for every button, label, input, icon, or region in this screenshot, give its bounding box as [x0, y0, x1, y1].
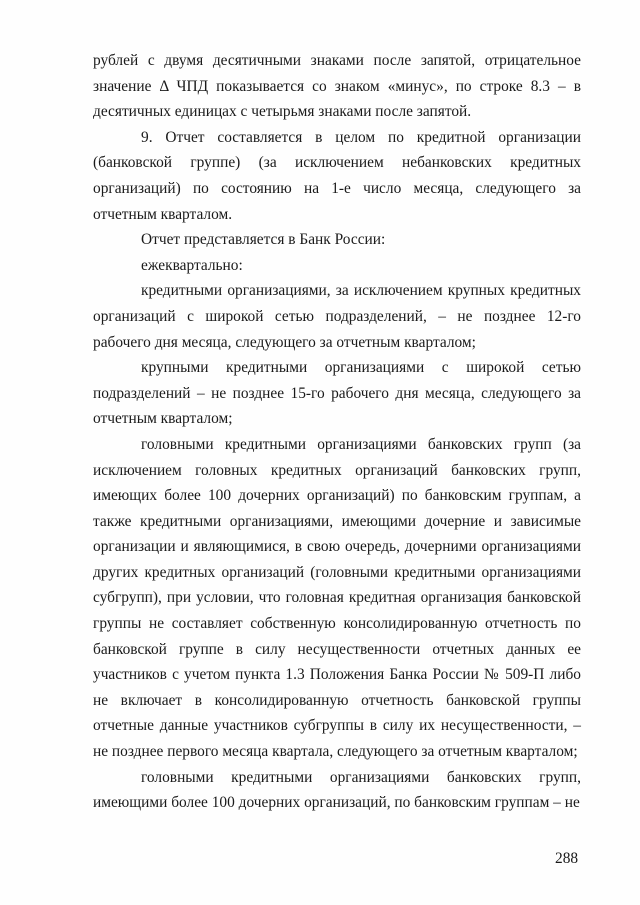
paragraph-quarterly: ежеквартально:: [141, 256, 243, 274]
paragraph-continuation: рублей с двумя десятичными знаками после запятой, отрицательное значение Δ ЧПД показывается со знаком «минус», по строке 8.3 – в десятичных единицах с четырьмя знаками после запятой.: [93, 52, 581, 121]
paragraph-submission-intro: Отчет представляется в Банк России:: [141, 231, 386, 249]
page-number: 288: [555, 850, 579, 867]
paragraph-head-organizations: головными кредитными организациями банковских групп (за исключением головных кредитных организаций банковских групп, имеющих более 100 дочерних организаций) по банковским группам, а также кредитными организациями, имеющими дочерние и зависимые организации и являющимися, в свою очередь, дочерними организациями других кредитных организаций (головными кредитными организациями субгрупп), при условии, что головная кредитная организация банковской группы не составляет собственную консолидированную отчетность по банковской группе в силу несущественности отчетных данных ее участников с учетом пункта 1.3 Положения Банка России № 509-П либо не включает в консолидированную отчетность банковской группы отчетные данные участников субгруппы в силу их несущественности, – не позднее первого месяца квартала, следующего за отчетным кварталом;: [93, 435, 581, 761]
document-body: [93, 48, 581, 816]
paragraph-large-credit-organizations: крупными кредитными организациями с широкой сетью подразделений – не позднее 15-го рабочего дня месяца, следующего за отчетным кварталом;: [93, 359, 581, 428]
paragraph-item-9: 9. Отчет составляется в целом по кредитной организации (банковской группе) (за исключением небанковских кредитных организаций) по состоянию на 1-е число месяца, следующего за отчетным кварталом.: [93, 128, 581, 223]
paragraph-head-organizations-100: головными кредитными организациями банковских групп, имеющими более 100 дочерних организаций, по банковским группам – не: [93, 768, 581, 812]
paragraph-credit-organizations: кредитными организациями, за исключением крупных кредитных организаций с широкой сетью подразделений, – не позднее 12-го рабочего дня месяца, следующего за отчетным кварталом;: [93, 282, 581, 351]
